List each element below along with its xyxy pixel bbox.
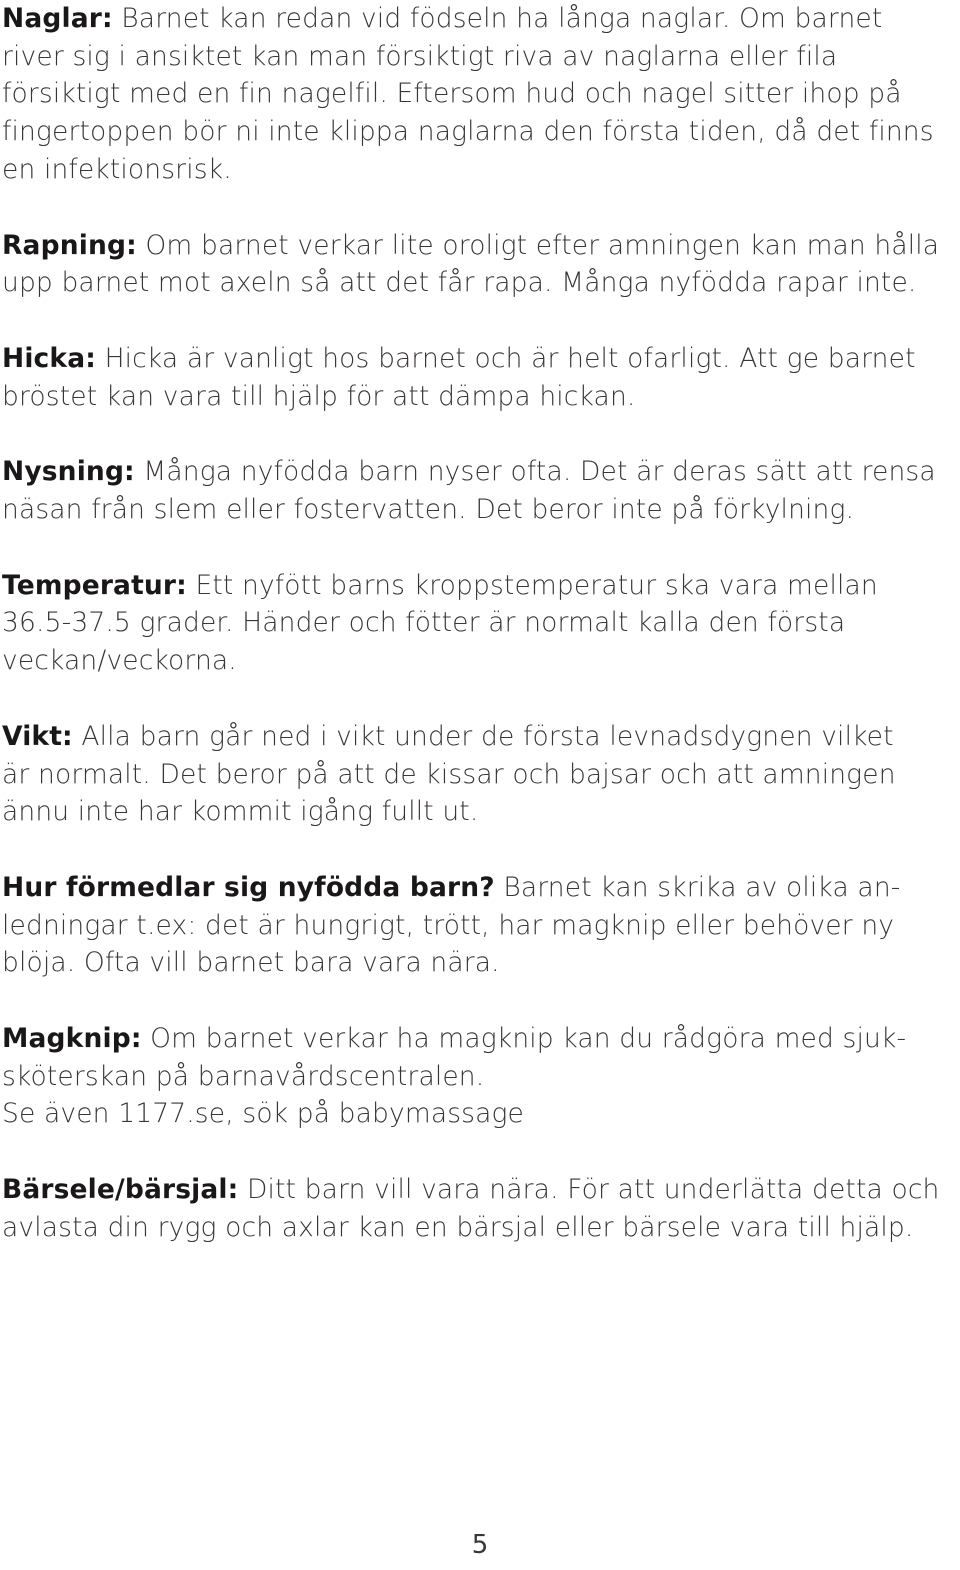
term-hicka: Hicka: [2,342,96,374]
text-line: Ditt barn vill vara nära. För att underlätta detta och [246,1174,940,1206]
text-line: avlasta din rygg och axlar kan en bärsjal eller bärsele vara till hjälp. [2,1211,914,1243]
term-rapning: Rapning: [2,229,137,261]
text-line: veckan/veckorna. [2,645,237,677]
text-line: river sig i ansiktet kan man försiktigt riva av naglarna eller fila [2,40,838,72]
term-barsele: Bärsele/bärsjal: [2,1174,239,1206]
term-naglar: Naglar: [2,3,113,34]
text-line: ledningar t.ex: det är hungrigt, trött, har magknip eller behöver ny [2,909,895,941]
text-line: näsan från slem eller fostervatten. Det beror inte på förkylning. [2,494,855,526]
text-line: Alla barn går ned i vikt under de första levnadsdygnen vilket [81,720,894,752]
text-line: Hicka är vanligt hos barnet och är helt ofarligt. Att ge barnet [104,342,916,374]
paragraph-naglar [2,0,960,189]
text-line: blöja. Ofta vill barnet bara vara nära. [2,947,500,979]
text-line: försiktigt med en fin nagelfil. Eftersom hud och nagel sitter ihop på [2,78,902,110]
paragraph-magknip [2,1020,960,1133]
paragraph-rapning [2,227,960,302]
text-line: Om barnet verkar ha magknip kan du rådgöra med sjuk- [150,1023,907,1055]
text-line: en infektionsrisk. [2,153,232,185]
text-line: upp barnet mot axeln så att det får rapa. Många nyfödda rapar inte. [2,267,917,299]
page-number: 5 [471,1530,489,1560]
text-line: ännu inte har kommit igång fullt ut. [2,796,479,828]
document-body [2,0,960,1285]
paragraph-vikt [2,718,960,831]
term-temperatur: Temperatur: [2,569,187,601]
text-line: bröstet kan vara till hjälp för att dämpa hickan. [2,380,636,412]
text-line: 36.5-37.5 grader. Händer och fötter är normalt kalla den första [2,607,846,639]
paragraph-nysning [2,453,960,528]
text-line: är normalt. Det beror på att de kissar och bajsar och att amningen [2,758,896,790]
paragraph-barsele [2,1171,960,1246]
term-vikt: Vikt: [2,720,73,752]
text-line: Många nyfödda barn nyser ofta. Det är deras sätt att rensa [143,456,936,488]
text-line: Barnet kan skrika av olika an- [503,871,901,903]
term-magknip: Magknip: [2,1023,142,1055]
text-line: Om barnet verkar lite oroligt efter amningen kan man hålla [145,229,940,261]
term-hur-formedlar: Hur förmedlar sig nyfödda barn? [2,871,495,903]
text-line: sköterskan på barnavårdscentralen. [2,1060,485,1092]
text-line: Se även 1177.se, sök på babymassage [2,1098,525,1130]
paragraph-temperatur [2,567,960,680]
text-line: Barnet kan redan vid födseln ha långa naglar. Om barnet [121,3,883,34]
paragraph-formedlar [2,869,960,982]
text-line: fingertoppen bör ni inte klippa naglarna den första tiden, då det finns [2,116,934,148]
text-line: Ett nyfött barns kroppstemperatur ska vara mellan [195,569,878,601]
term-nysning: Nysning: [2,456,135,488]
paragraph-hicka [2,340,960,415]
